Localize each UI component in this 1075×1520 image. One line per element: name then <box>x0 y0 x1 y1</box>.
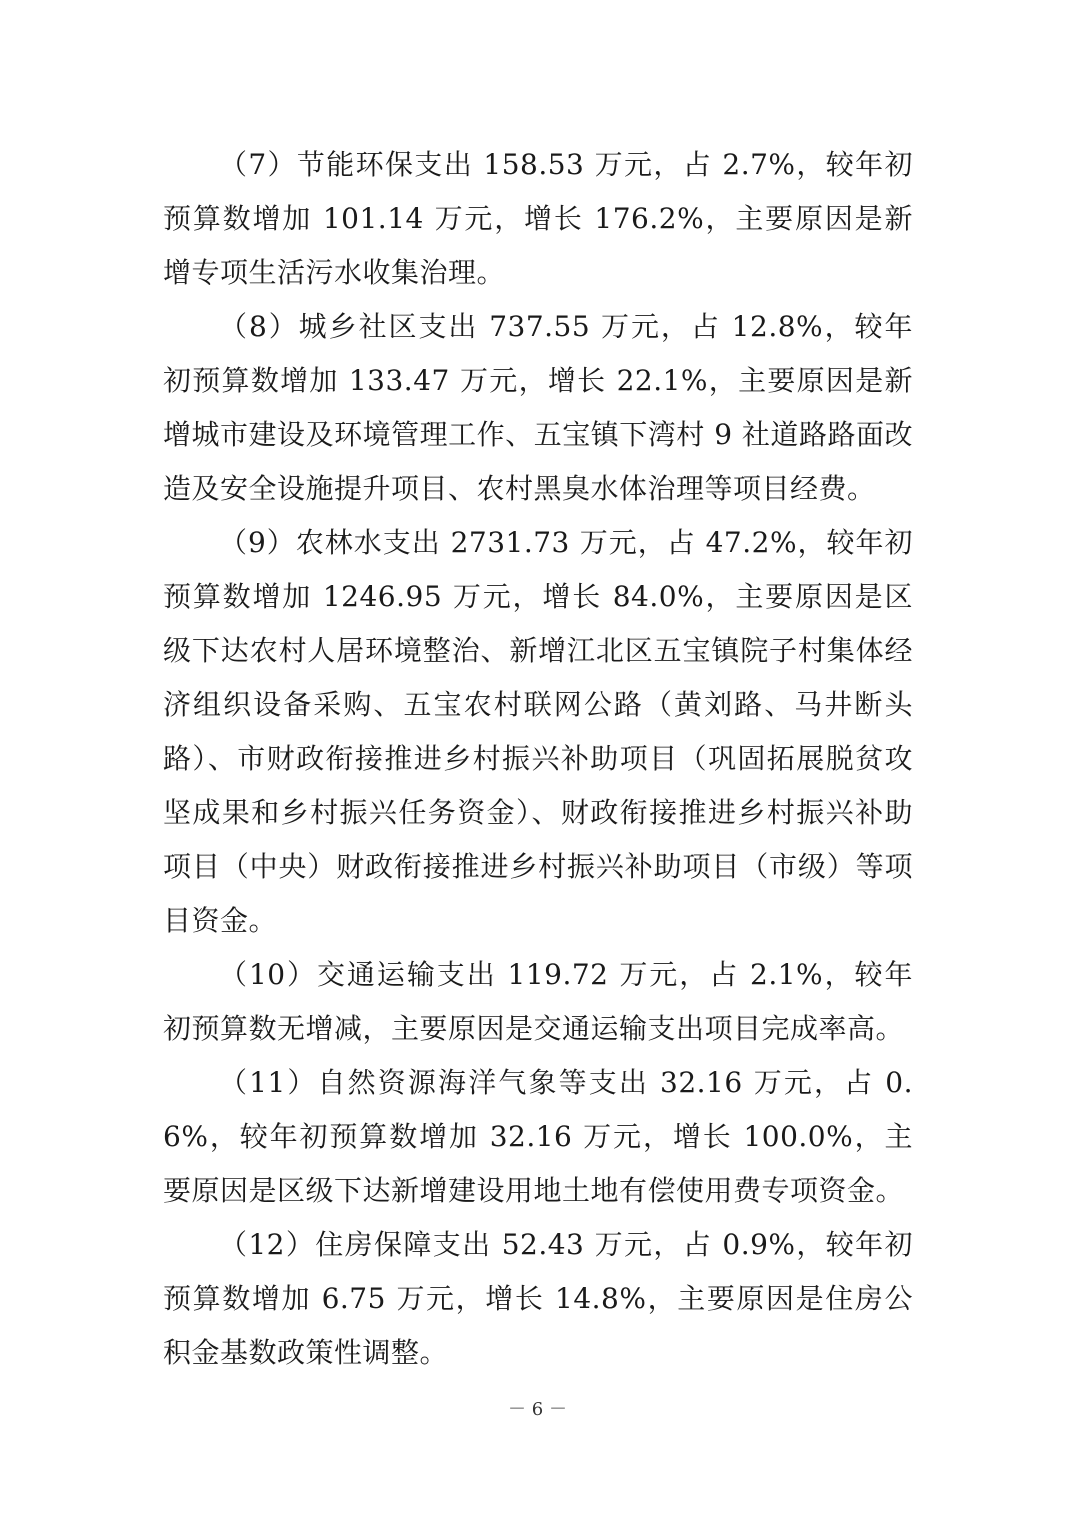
paragraph-energy-environment: （7）节能环保支出 158.53 万元，占 2.7%，较年初预算数增加 101.14 万元，增长 176.2%，主要原因是新增专项生活污水收集治理。 <box>163 148 913 289</box>
page-number: － 6 － <box>508 1399 567 1420</box>
paragraph-transportation: （10）交通运输支出 119.72 万元，占 2.1%，较年初预算数无增减，主要原因是交通运输支出项目完成率高。 <box>163 958 913 1045</box>
paragraph-natural-resources: （11）自然资源海洋气象等支出 32.16 万元，占 0.6%，较年初预算数增加 32.16 万元，增长 100.0%，主要原因是区级下达新增建设用地土地有偿使用费专项资金。 <box>163 1066 913 1207</box>
document-body <box>163 138 913 1380</box>
paragraph-urban-rural-community: （8）城乡社区支出 737.55 万元，占 12.8%，较年初预算数增加 133.47 万元，增长 22.1%，主要原因是新增城市建设及环境管理工作、五宝镇下湾村 9 社道路路面改造及安全设施提升项目、农村黑臭水体治理等项目经费。 <box>163 310 913 505</box>
paragraph-agriculture-forestry-water: （9）农林水支出 2731.73 万元，占 47.2%，较年初预算数增加 1246.95 万元，增长 84.0%，主要原因是区级下达农村人居环境整治、新增江北区五宝镇院子村集体经济组织设备采购、五宝农村联网公路（黄刘路、马井断头路）、市财政衔接推进乡村振兴补助项目（巩固拓展脱贫攻坚成果和乡村振兴任务资金）、财政衔接推进乡村振兴补助项目（中央）财政衔接推进乡村振兴补助项目（市级）等项目资金。 <box>163 526 913 937</box>
paragraph-housing-security: （12）住房保障支出 52.43 万元，占 0.9%，较年初预算数增加 6.75 万元，增长 14.8%，主要原因是住房公积金基数政策性调整。 <box>163 1228 913 1369</box>
